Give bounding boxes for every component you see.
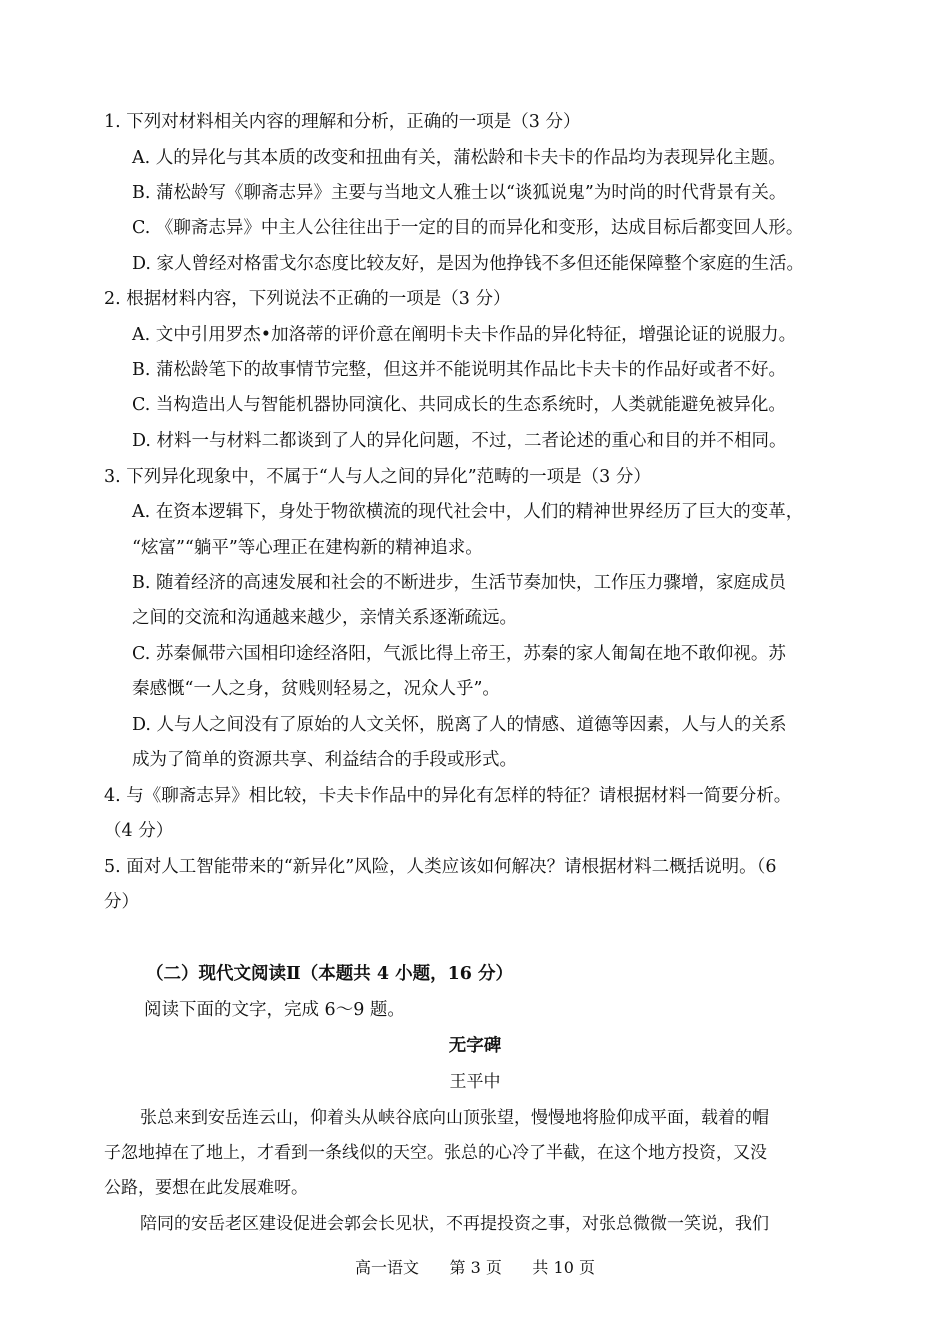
question-4-stem: 4. 与《聊斋志异》相比较，卡夫卡作品中的异化有怎样的特征？请根据材料一简要分析。 [104,786,792,806]
question-3-option-b: B. 随着经济的高速发展和社会的不断进步，生活节奏加快，工作压力骤增，家庭成员 [132,573,786,593]
story-paragraph-line: 公路，要想在此发展难呀。 [104,1178,308,1198]
question-5-score: 分） [104,892,139,912]
question-3-option-a-cont: “炫富”“躺平”等心理正在建构新的精神追求。 [132,538,483,558]
story-author: 王平中 [449,1072,501,1092]
footer-total-pages: 共 10 页 [532,1258,595,1277]
section-heading: （二）现代文阅读Ⅱ（本题共 4 小题，16 分） [146,964,514,984]
question-1-option-c: C. 《聊斋志异》中主人公往往出于一定的目的而异化和变形，达成目标后都变回人形。 [132,218,804,238]
question-1-option-b: B. 蒲松龄写《聊斋志异》主要与当地文人雅士以“谈狐说鬼”为时尚的时代背景有关。 [132,183,787,203]
question-2-option-b: B. 蒲松龄笔下的故事情节完整，但这并不能说明其作品比卡夫卡的作品好或者不好。 [132,360,786,380]
story-paragraph-line: 张总来到安岳连云山，仰着头从峡谷底向山顶张望，慢慢地将脸仰成平面，载着的帽 [140,1108,769,1128]
story-paragraph-line: 陪同的安岳老区建设促进会郭会长见状，不再提投资之事，对张总微微一笑说，我们 [140,1214,769,1234]
footer-subject: 高一语文 [355,1258,420,1277]
question-3-option-d-cont: 成为了简单的资源共享、利益结合的手段或形式。 [132,750,517,770]
question-1-stem: 1. 下列对材料相关内容的理解和分析，正确的一项是（3 分） [104,112,581,132]
story-paragraph-line: 子忽地掉在了地上，才看到一条线似的天空。张总的心冷了半截，在这个地方投资，又没 [104,1143,767,1163]
question-4-score: （4 分） [104,821,174,841]
question-3-option-b-cont: 之间的交流和沟通越来越少，亲情关系逐渐疏远。 [132,608,517,628]
question-3-option-c: C. 苏秦佩带六国相印途经洛阳，气派比得上帝王，苏秦的家人匍匐在地不敢仰视。苏 [132,644,786,664]
question-3-option-d: D. 人与人之间没有了原始的人文关怀，脱离了人的情感、道德等因素，人与人的关系 [132,715,787,735]
footer-page-number: 第 3 页 [449,1258,502,1277]
story-title: 无字碑 [448,1036,502,1056]
question-2-option-a: A. 文中引用罗杰•加洛蒂的评价意在阐明卡夫卡作品的异化特征，增强论证的说服力。 [132,325,797,345]
question-3-option-c-cont: 秦感慨“一人之身，贫贱则轻易之，况众人乎”。 [132,679,500,699]
question-1-option-d: D. 家人曾经对格雷戈尔态度比较友好，是因为他挣钱不多但还能保障整个家庭的生活。 [132,254,805,274]
question-2-stem: 2. 根据材料内容，下列说法不正确的一项是（3 分） [104,289,511,309]
question-1-option-a: A. 人的异化与其本质的改变和扭曲有关，蒲松龄和卡夫卡的作品均为表现异化主题。 [132,148,786,168]
question-3-option-a: A. 在资本逻辑下，身处于物欲横流的现代社会中，人们的精神世界经历了巨大的变革， [132,502,804,522]
page-footer [0,1255,950,1278]
question-5-stem: 5. 面对人工智能带来的“新异化”风险，人类应该如何解决？请根据材料二概括说明。（6 [104,857,777,877]
section-instruction: 阅读下面的文字，完成 6～9 题。 [144,1000,405,1020]
question-2-option-c: C. 当构造出人与智能机器协同演化、共同成长的生态系统时，人类就能避免被异化。 [132,395,786,415]
question-2-option-d: D. 材料一与材料二都谈到了人的异化问题，不过，二者论述的重心和目的并不相同。 [132,431,787,451]
question-3-stem: 3. 下列异化现象中，不属于“人与人之间的异化”范畴的一项是（3 分） [104,467,651,487]
